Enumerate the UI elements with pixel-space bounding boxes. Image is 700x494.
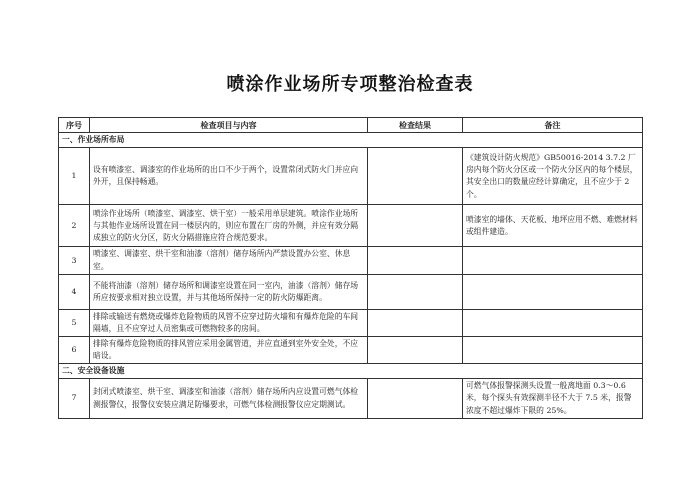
row-item: 排除有爆炸危险物质的排风管应采用金属管道，并应直通到室外安全处，不应暗设。 [90,336,368,363]
row-note [463,336,643,363]
row-item: 封闭式喷漆室、烘干室、调漆室和油漆（溶剂）储存场所内应设置可燃气体检测报警仪，报警仪安装应满足防爆要求，可燃气体检测报警仪应定期测试。 [90,379,368,419]
section-title: 一、作业场所布局 [59,133,643,148]
table-row [59,148,643,205]
row-number: 1 [59,148,90,205]
table-row [59,309,643,336]
row-item: 不能将油漆（溶剂）储存场所和调漆室设置在同一室内，油漆（溶剂）储存场所应按要求相对独立设置，并与其他场所保持一定的防火防爆距离。 [90,274,368,309]
row-number: 2 [59,205,90,247]
row-note [463,247,643,274]
row-result [368,379,463,419]
table-row [59,379,643,419]
row-number: 6 [59,336,90,363]
row-result [368,336,463,363]
row-result [368,309,463,336]
row-number: 5 [59,309,90,336]
row-number: 3 [59,247,90,274]
row-note [463,309,643,336]
header-no: 序号 [59,118,90,133]
table-row [59,336,643,363]
table-row [59,274,643,309]
row-item: 喷漆室、调漆室、烘干室和油漆（溶剂）储存场所内严禁设置办公室、休息室。 [90,247,368,274]
page-title: 喷涂作业场所专项整治检查表 [226,74,474,95]
section-row [59,363,643,378]
row-result [368,148,463,205]
row-item: 喷涂作业场所（喷漆室、调漆室、烘干室）一般采用单层建筑。喷涂作业场所与其他作业场所设置在同一楼层内的，则应布置在厂房的外侧，并应有效分隔成独立的防火分区，防火分隔措施应符合规范要求。 [90,205,368,247]
row-note [463,274,643,309]
row-note: 《建筑设计防火规范》GB50016-2014 3.7.2 厂房内每个防火分区或一个防火分区内的每个楼层，其安全出口的数量应经计算确定，且不应少于 2 个。 [463,148,643,205]
header-result: 检查结果 [368,118,463,133]
row-item: 设有喷漆室、调漆室的作业场所的出口不少于两个，设置常闭式防火门并应向外开，且保持畅通。 [90,148,368,205]
table-row [59,247,643,274]
row-result [368,274,463,309]
row-item: 排除或输送有燃烧或爆炸危险物质的风管不应穿过防火墙和有爆炸危险的车间隔墙，且不应穿过人员密集或可燃物较多的房间。 [90,309,368,336]
header-note: 备注 [463,118,643,133]
row-note: 可燃气体报警探测头设置一般离地面 0.3～0.6 米，每个探头有效探测半径不大于 7.5 米，报警浓度不超过爆炸下限的 25%。 [463,379,643,419]
row-number: 4 [59,274,90,309]
row-note: 喷漆室的墙体、天花板、地坪应用不燃、难燃材料或组件建造。 [463,205,643,247]
row-result [368,205,463,247]
row-number: 7 [59,379,90,419]
row-result [368,247,463,274]
section-title: 二、安全设备设施 [59,363,643,378]
section-row [59,133,643,148]
header-item: 检查项目与内容 [90,118,368,133]
header-row [59,118,643,133]
inspection-table [58,117,643,419]
table-row [59,205,643,247]
